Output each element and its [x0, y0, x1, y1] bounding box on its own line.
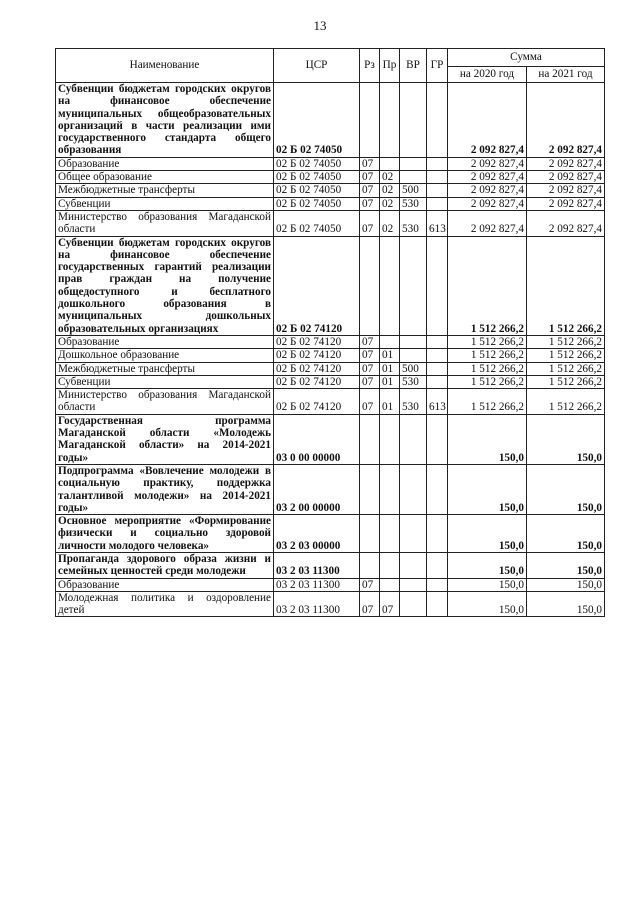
row-pr: 02 — [380, 184, 400, 197]
row-csr: 02 Б 02 74050 — [274, 210, 360, 236]
table-body — [56, 83, 605, 617]
row-csr: 02 Б 02 74120 — [274, 389, 360, 415]
row-pr — [380, 335, 400, 348]
row-gr — [427, 236, 448, 335]
table-row — [56, 552, 605, 578]
row-pr — [380, 236, 400, 335]
row-sum-2021: 2 092 827,4 — [527, 184, 605, 197]
header-sum: Сумма — [448, 49, 605, 67]
header-year-2020: на 2020 год — [448, 67, 527, 83]
row-sum-2020: 1 512 266,2 — [448, 362, 527, 375]
row-name: Субвенции бюджетам городских округов на финансовое обеспечение государственных гарантий реализации прав граждан на получение общедоступного и бесплатного дошкольного образования в муниципальных дошкольных образовательных организациях — [56, 236, 274, 335]
table-row — [56, 349, 605, 362]
table-row — [56, 210, 605, 236]
row-gr — [427, 335, 448, 348]
row-pr — [380, 414, 400, 464]
row-sum-2020: 1 512 266,2 — [448, 349, 527, 362]
row-gr — [427, 591, 448, 617]
row-gr: 613 — [427, 389, 448, 415]
row-gr — [427, 171, 448, 184]
row-name: Образование — [56, 157, 274, 170]
row-vr — [400, 335, 427, 348]
row-gr — [427, 515, 448, 553]
row-sum-2020: 1 512 266,2 — [448, 375, 527, 388]
row-pr — [380, 464, 400, 514]
table-row — [56, 362, 605, 375]
row-sum-2020: 150,0 — [448, 515, 527, 553]
row-gr — [427, 464, 448, 514]
row-rz: 07 — [360, 197, 380, 210]
row-rz: 07 — [360, 349, 380, 362]
row-rz: 07 — [360, 184, 380, 197]
header-csr: ЦСР — [274, 49, 360, 83]
row-gr — [427, 414, 448, 464]
row-pr: 02 — [380, 171, 400, 184]
row-vr: 500 — [400, 184, 427, 197]
row-rz — [360, 236, 380, 335]
row-csr: 03 2 03 00000 — [274, 515, 360, 553]
row-pr: 02 — [380, 210, 400, 236]
table-row — [56, 375, 605, 388]
row-gr — [427, 197, 448, 210]
row-vr: 500 — [400, 362, 427, 375]
row-name: Министерство образования Магаданской области — [56, 389, 274, 415]
row-gr — [427, 375, 448, 388]
row-rz — [360, 83, 380, 158]
table-row — [56, 414, 605, 464]
row-csr: 02 Б 02 74050 — [274, 171, 360, 184]
row-name: Субвенции — [56, 197, 274, 210]
row-sum-2020: 2 092 827,4 — [448, 197, 527, 210]
row-name: Межбюджетные трансферты — [56, 184, 274, 197]
row-csr: 03 2 00 00000 — [274, 464, 360, 514]
row-pr: 01 — [380, 375, 400, 388]
row-rz — [360, 515, 380, 553]
row-sum-2020: 1 512 266,2 — [448, 236, 527, 335]
row-sum-2020: 1 512 266,2 — [448, 389, 527, 415]
row-sum-2021: 1 512 266,2 — [527, 236, 605, 335]
row-sum-2021: 2 092 827,4 — [527, 157, 605, 170]
row-sum-2021: 150,0 — [527, 464, 605, 514]
row-vr: 530 — [400, 389, 427, 415]
row-csr: 03 0 00 00000 — [274, 414, 360, 464]
row-rz: 07 — [360, 578, 380, 591]
row-sum-2020: 2 092 827,4 — [448, 184, 527, 197]
row-vr — [400, 515, 427, 553]
row-rz — [360, 552, 380, 578]
table-row — [56, 157, 605, 170]
row-vr — [400, 591, 427, 617]
table-row — [56, 197, 605, 210]
row-csr: 02 Б 02 74050 — [274, 197, 360, 210]
row-name: Дошкольное образование — [56, 349, 274, 362]
row-pr — [380, 515, 400, 553]
row-sum-2021: 150,0 — [527, 414, 605, 464]
row-vr: 530 — [400, 197, 427, 210]
page-number: 13 — [313, 18, 327, 33]
row-sum-2021: 1 512 266,2 — [527, 362, 605, 375]
row-sum-2020: 150,0 — [448, 578, 527, 591]
row-gr — [427, 362, 448, 375]
row-sum-2021: 2 092 827,4 — [527, 210, 605, 236]
row-vr — [400, 578, 427, 591]
row-sum-2020: 150,0 — [448, 414, 527, 464]
row-name: Образование — [56, 335, 274, 348]
table-row — [56, 389, 605, 415]
row-gr — [427, 578, 448, 591]
header-year-2021: на 2021 год — [527, 67, 605, 83]
row-vr — [400, 464, 427, 514]
row-sum-2021: 1 512 266,2 — [527, 335, 605, 348]
row-vr — [400, 236, 427, 335]
header-vr: ВР — [400, 49, 427, 83]
row-rz — [360, 464, 380, 514]
budget-table — [55, 48, 605, 617]
row-pr — [380, 552, 400, 578]
table-row — [56, 578, 605, 591]
table-row — [56, 184, 605, 197]
table-row — [56, 236, 605, 335]
row-csr: 03 2 03 11300 — [274, 578, 360, 591]
row-name: Основное мероприятие «Формирование физически и социально здоровой личности молодого человека» — [56, 515, 274, 553]
row-pr: 02 — [380, 197, 400, 210]
row-rz — [360, 414, 380, 464]
table-row — [56, 83, 605, 158]
row-name: Пропаганда здорового образа жизни и семейных ценностей среди молодежи — [56, 552, 274, 578]
row-csr: 02 Б 02 74120 — [274, 375, 360, 388]
row-vr — [400, 349, 427, 362]
row-name: Министерство образования Магаданской области — [56, 210, 274, 236]
row-sum-2021: 150,0 — [527, 515, 605, 553]
header-name: Наименование — [56, 49, 274, 83]
row-sum-2021: 2 092 827,4 — [527, 83, 605, 158]
header-pr: Пр — [380, 49, 400, 83]
row-sum-2021: 150,0 — [527, 578, 605, 591]
row-rz: 07 — [360, 591, 380, 617]
row-rz: 07 — [360, 389, 380, 415]
row-rz: 07 — [360, 335, 380, 348]
row-name: Подпрограмма «Вовлечение молодежи в социальную практику, поддержка талантливой молодежи» на 2014-2021 годы» — [56, 464, 274, 514]
table-row — [56, 515, 605, 553]
row-csr: 02 Б 02 74120 — [274, 236, 360, 335]
row-vr — [400, 414, 427, 464]
row-pr: 07 — [380, 591, 400, 617]
row-sum-2020: 2 092 827,4 — [448, 83, 527, 158]
row-gr — [427, 157, 448, 170]
row-sum-2021: 150,0 — [527, 552, 605, 578]
row-rz: 07 — [360, 375, 380, 388]
row-pr: 01 — [380, 389, 400, 415]
row-csr: 03 2 03 11300 — [274, 591, 360, 617]
row-vr: 530 — [400, 375, 427, 388]
row-vr — [400, 83, 427, 158]
row-sum-2021: 1 512 266,2 — [527, 375, 605, 388]
table-row — [56, 171, 605, 184]
table-row — [56, 464, 605, 514]
row-name: Субвенции бюджетам городских округов на финансовое обеспечение муниципальных общеобразовательных организаций в части реализации ими государственного стандарта общего образования — [56, 83, 274, 158]
row-csr: 02 Б 02 74050 — [274, 83, 360, 158]
row-sum-2020: 2 092 827,4 — [448, 157, 527, 170]
row-pr — [380, 157, 400, 170]
row-vr: 530 — [400, 210, 427, 236]
row-sum-2021: 2 092 827,4 — [527, 197, 605, 210]
row-sum-2020: 150,0 — [448, 464, 527, 514]
row-gr — [427, 83, 448, 158]
row-rz: 07 — [360, 171, 380, 184]
row-csr: 03 2 03 11300 — [274, 552, 360, 578]
row-name: Общее образование — [56, 171, 274, 184]
row-pr: 01 — [380, 362, 400, 375]
row-csr: 02 Б 02 74120 — [274, 349, 360, 362]
header-gr: ГР — [427, 49, 448, 83]
header-rz: Рз — [360, 49, 380, 83]
row-name: Молодежная политика и оздоровление детей — [56, 591, 274, 617]
row-gr — [427, 349, 448, 362]
row-sum-2020: 150,0 — [448, 591, 527, 617]
row-gr: 613 — [427, 210, 448, 236]
row-sum-2020: 1 512 266,2 — [448, 335, 527, 348]
row-name: Государственная программа Магаданской области «Молодежь Магаданской области» на 2014-2021 годы» — [56, 414, 274, 464]
row-csr: 02 Б 02 74050 — [274, 157, 360, 170]
row-rz: 07 — [360, 362, 380, 375]
row-sum-2020: 150,0 — [448, 552, 527, 578]
row-sum-2020: 2 092 827,4 — [448, 210, 527, 236]
row-csr: 02 Б 02 74120 — [274, 362, 360, 375]
row-gr — [427, 552, 448, 578]
row-sum-2021: 1 512 266,2 — [527, 349, 605, 362]
row-pr — [380, 83, 400, 158]
row-rz: 07 — [360, 210, 380, 236]
row-sum-2021: 2 092 827,4 — [527, 171, 605, 184]
row-name: Субвенции — [56, 375, 274, 388]
row-sum-2020: 2 092 827,4 — [448, 171, 527, 184]
row-sum-2021: 150,0 — [527, 591, 605, 617]
row-sum-2021: 1 512 266,2 — [527, 389, 605, 415]
row-vr — [400, 552, 427, 578]
row-name: Образование — [56, 578, 274, 591]
table-row — [56, 335, 605, 348]
row-pr: 01 — [380, 349, 400, 362]
row-csr: 02 Б 02 74050 — [274, 184, 360, 197]
row-name: Межбюджетные трансферты — [56, 362, 274, 375]
row-rz: 07 — [360, 157, 380, 170]
row-csr: 02 Б 02 74120 — [274, 335, 360, 348]
row-vr — [400, 157, 427, 170]
row-gr — [427, 184, 448, 197]
table-row — [56, 591, 605, 617]
row-pr — [380, 578, 400, 591]
row-vr — [400, 171, 427, 184]
